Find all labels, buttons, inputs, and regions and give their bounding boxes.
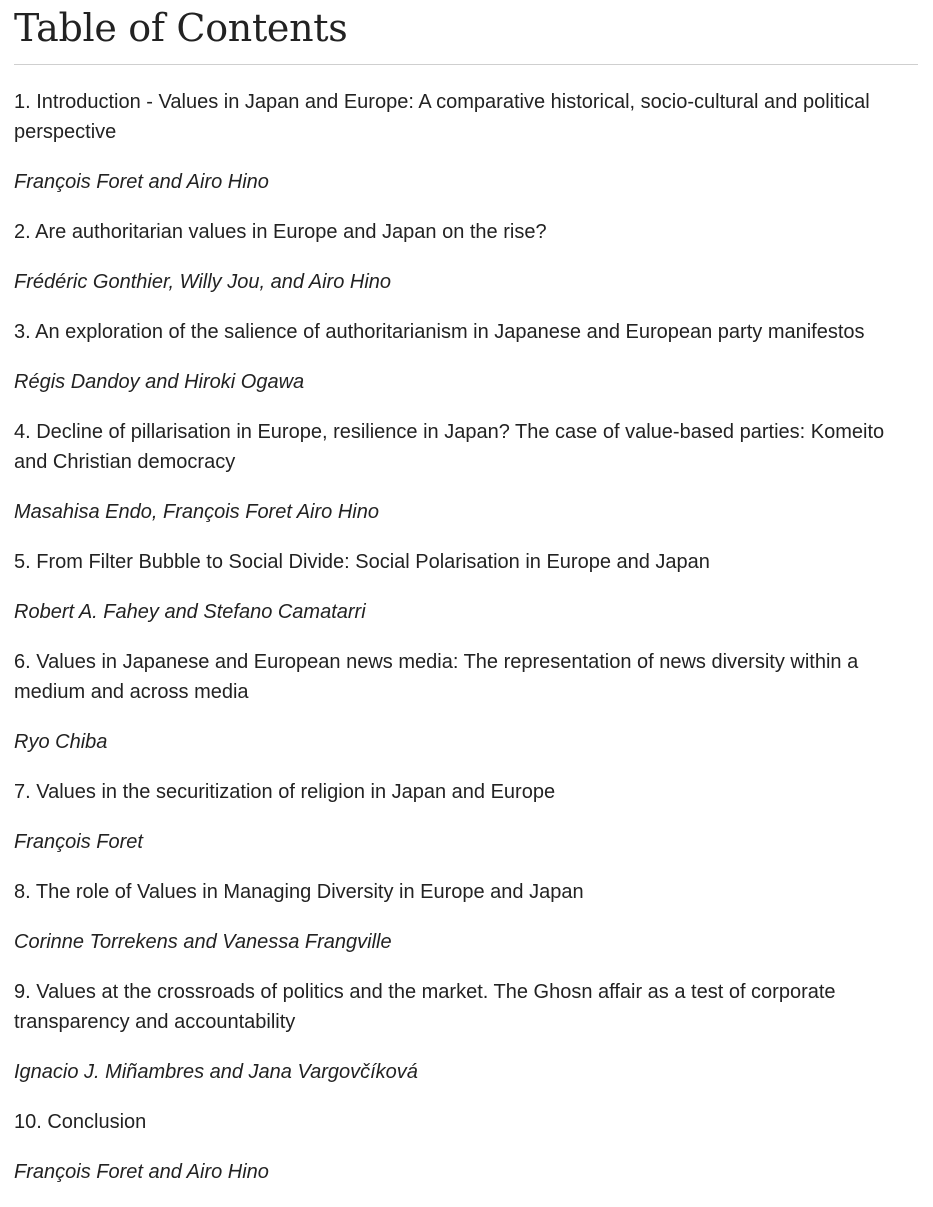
chapter-authors: Corinne Torrekens and Vanessa Frangville [14, 931, 392, 953]
toc-entry [14, 877, 918, 957]
toc-entry [14, 777, 918, 857]
chapter-title: 4. Decline of pillarisation in Europe, resilience in Japan? The case of value-based parties: Komeito and Christian democracy [14, 421, 885, 473]
chapter-title: 2. Are authoritarian values in Europe and Japan on the rise? [14, 221, 547, 243]
chapter-title: 9. Values at the crossroads of politics and the market. The Ghosn affair as a test of corporate transparency and accountability [14, 981, 836, 1033]
toc-entry [14, 1107, 918, 1187]
chapter-title: 10. Conclusion [14, 1111, 147, 1133]
toc-entry [14, 217, 918, 297]
chapter-authors: François Foret and Airo Hino [14, 1161, 269, 1183]
chapter-title: 3. An exploration of the salience of authoritarianism in Japanese and European party manifestos [14, 321, 865, 343]
chapter-authors: Frédéric Gonthier, Willy Jou, and Airo Hino [14, 271, 392, 293]
toc-page [14, 0, 918, 1207]
chapter-authors: Masahisa Endo, François Foret Airo Hino [14, 501, 379, 523]
chapter-authors: Ignacio J. Miñambres and Jana Vargovčíková [14, 1061, 418, 1083]
chapter-title: 1. Introduction - Values in Japan and Europe: A comparative historical, socio-cultural and political perspective [14, 91, 870, 143]
chapter-authors: François Foret [14, 831, 143, 853]
toc-list [14, 65, 918, 1187]
chapter-title: 8. The role of Values in Managing Diversity in Europe and Japan [14, 881, 584, 903]
toc-entry [14, 417, 918, 527]
chapter-authors: Ryo Chiba [14, 731, 108, 753]
toc-entry [14, 647, 918, 757]
toc-entry [14, 547, 918, 627]
chapter-title: 5. From Filter Bubble to Social Divide: Social Polarisation in Europe and Japan [14, 551, 710, 573]
chapter-authors: Régis Dandoy and Hiroki Ogawa [14, 371, 305, 393]
toc-entry [14, 977, 918, 1087]
chapter-title: 6. Values in Japanese and European news media: The representation of news diversity within a medium and across media [14, 651, 859, 703]
toc-entry [14, 87, 918, 197]
chapter-authors: Robert A. Fahey and Stefano Camatarri [14, 601, 366, 623]
chapter-authors: François Foret and Airo Hino [14, 171, 269, 193]
chapter-title: 7. Values in the securitization of religion in Japan and Europe [14, 781, 556, 803]
toc-entry [14, 317, 918, 397]
page-title: Table of Contents [14, 6, 348, 50]
